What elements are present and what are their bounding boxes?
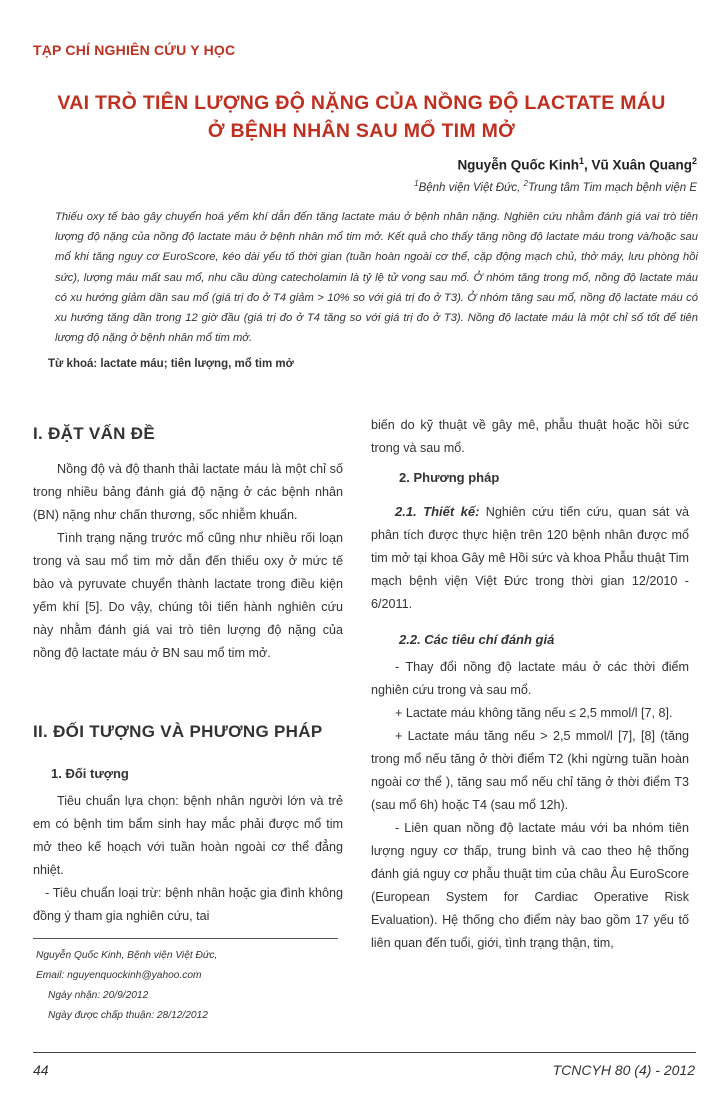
author-2-affil-mark: 2 <box>691 156 697 166</box>
section-1-heading <box>33 422 343 445</box>
design-label: 2.1. Thiết kế: <box>395 504 480 519</box>
keywords: Từ khoá: lactate máu; tiên lượng, mổ tim mở <box>48 358 294 370</box>
article-title-line-2: Ở BỆNH NHÂN SAU MỔ TIM MỞ <box>207 120 516 142</box>
author-2: Vũ Xuân Quang <box>591 157 692 173</box>
section-heading: II. ĐỐI TƯỢNG VÀ PHƯƠNG PHÁP <box>33 722 323 741</box>
paragraph: Nồng độ và độ thanh thải lactate máu là một chỉ số trong nhiều bảng đánh giá độ nặng ở các bệnh nhân (BN) nặng như chấn thương, sốc nhiễm khuẩn. <box>33 462 343 522</box>
paragraph: - Tiêu chuẩn loại trừ: bệnh nhân hoặc gia đình không đồng ý tham gia nghiên cứu, tai <box>33 886 343 923</box>
subsection-2-heading <box>371 466 689 489</box>
paragraph: Tiêu chuẩn lựa chọn: bệnh nhân người lớn và trẻ em có bệnh tim bẩm sinh hay mắc phải được mổ tim mở theo kế hoạch với tuần hoàn ngoài cơ thể đẳng nhiệt. <box>33 794 343 877</box>
journal-reference: TCNCYH 80 (4) - 2012 <box>552 1062 695 1078</box>
right-column-body <box>371 414 689 460</box>
subsection-heading: 2.2. Các tiêu chí đánh giá <box>399 632 555 647</box>
author-1: Nguyễn Quốc Kinh <box>457 157 579 173</box>
criteria-heading <box>371 628 689 651</box>
section-2-heading <box>33 720 343 743</box>
design-paragraph <box>371 500 689 616</box>
design-text: Nghiên cứu tiến cứu, quan sát và phân tích được thực hiện trên 120 bệnh nhân được mổ tim mở tại khoa Gây mê Hồi sức và khoa Phẫu thuật Tim mạch bệnh viện Việt Đức trong thời gian 12/2010 - 6/2011. <box>371 505 689 611</box>
author-line <box>457 156 697 173</box>
affiliation-1: Bệnh viện Việt Đức, <box>418 181 524 194</box>
affiliations <box>414 179 697 194</box>
affil-mark-2: 2 <box>523 179 528 188</box>
journal-header: TẠP CHÍ NGHIÊN CỨU Y HỌC <box>33 42 236 58</box>
criteria-body <box>371 656 689 955</box>
article-title-line-1: VAI TRÒ TIÊN LƯỢNG ĐỘ NẶNG CỦA NỒNG ĐỘ LACTATE MÁU <box>57 92 666 114</box>
footnote-divider <box>33 938 338 939</box>
paragraph: + Lactate máu tăng nếu > 2,5 mmol/l [7], [8] (tăng trong mổ nếu tăng ở thời điểm T2 (khi ngừng tuần hoàn ngoài cơ thể ), tăng sau mổ nếu chỉ tăng ở thời điểm T3 (sau mổ 6h) hoặc T4 (sau mổ 12h). <box>371 729 689 812</box>
subsection-heading: 2. Phương pháp <box>399 470 500 485</box>
abstract: Thiếu oxy tế bào gây chuyển hoá yếm khí dẫn đến tăng lactate máu ở bệnh nhân nặng. Nghiên cứu nhằm đánh giá vai trò tiên lượng độ nặng của nồng độ lactate máu ở bệnh nhân mổ tim mở. Kết quả cho thấy tăng nồng độ lactate máu trong và/hoặc sau mổ khi tăng nguy cơ EuroScore, kéo dài yếu tố thời gian (tuần hoàn ngoài cơ thể, cặp động mạch chủ, thở máy, lưu phòng hồi sức), lượng máu mất sau mổ, nhu cầu dùng catecholamin là tỷ lệ tử vong sau mổ. Ở nhóm tăng trong mổ, nồng độ lactate máu có xu hướng giảm dần sau mổ (giá trị đo ở T4 giảm > 10% so với giá trị đo ở T3). Ở nhóm tăng sau mổ, nồng độ lactate máu có xu hướng tăng dần trong 12 giờ đầu (giá trị đo ở T4 tăng so với giá trị đo ở T3). Nồng độ lactate máu là một chỉ số tốt để tiên lượng độ nặng ở bệnh nhân mổ tim mở. <box>55 211 698 345</box>
author-1-affil-mark: 1 <box>578 156 584 166</box>
affil-mark-1: 1 <box>414 179 419 188</box>
footnote-email: Email: nguyenquockinh@yahoo.com <box>36 970 202 981</box>
footnote-author: Nguyễn Quốc Kinh, Bệnh viện Việt Đức, <box>36 950 218 961</box>
footnote-accepted: Ngày được chấp thuận: 28/12/2012 <box>48 1010 208 1021</box>
subsection-heading: 1. Đối tượng <box>51 766 129 781</box>
section-heading: I. ĐẶT VẤN ĐỀ <box>33 424 155 443</box>
section-1-body <box>33 458 343 665</box>
subsection-1-heading <box>33 762 343 785</box>
paragraph: biến do kỹ thuật về gây mê, phẫu thuật hoặc hồi sức trong và sau mổ. <box>371 418 689 455</box>
paragraph: Tình trạng nặng trước mổ cũng như nhiều rối loạn trong và sau mổ tim mở dẫn đến thiếu oxy ở mức tế bào và pyruvate chuyển thành lactate trong điều kiện yếm khí [5]. Do vậy, chúng tôi tiến hành nghiên cứu này nhằm đánh giá vai trò tiên lượng độ nặng của nồng độ lactate máu ở BN sau mổ tim mở. <box>33 531 343 660</box>
affiliation-2: Trung tâm Tim mạch bệnh viện E <box>527 181 697 194</box>
page-number: 44 <box>33 1062 49 1078</box>
footnote-received: Ngày nhận: 20/9/2012 <box>48 990 149 1001</box>
paragraph: - Thay đổi nồng độ lactate máu ở các thời điểm nghiên cứu trong và sau mổ. <box>371 660 689 697</box>
footer-divider <box>33 1052 696 1053</box>
author-separator: , <box>583 157 592 173</box>
paragraph: - Liên quan nồng độ lactate máu với ba nhóm tiên lượng nguy cơ thấp, trung bình và cao theo hệ thống đánh giá nguy cơ phẫu thuật tim của châu Âu EuroScore (European System for Cardiac Operative Risk Evaluation). Hệ thống cho điểm này bao gồm 17 yếu tố liên quan đến tuổi, giới, tình trạng thận, tim, <box>371 821 689 950</box>
paragraph: + Lactate máu không tăng nếu ≤ 2,5 mmol/l [7, 8]. <box>395 706 673 720</box>
subsection-1-body <box>33 790 343 928</box>
footnote <box>36 946 217 1026</box>
